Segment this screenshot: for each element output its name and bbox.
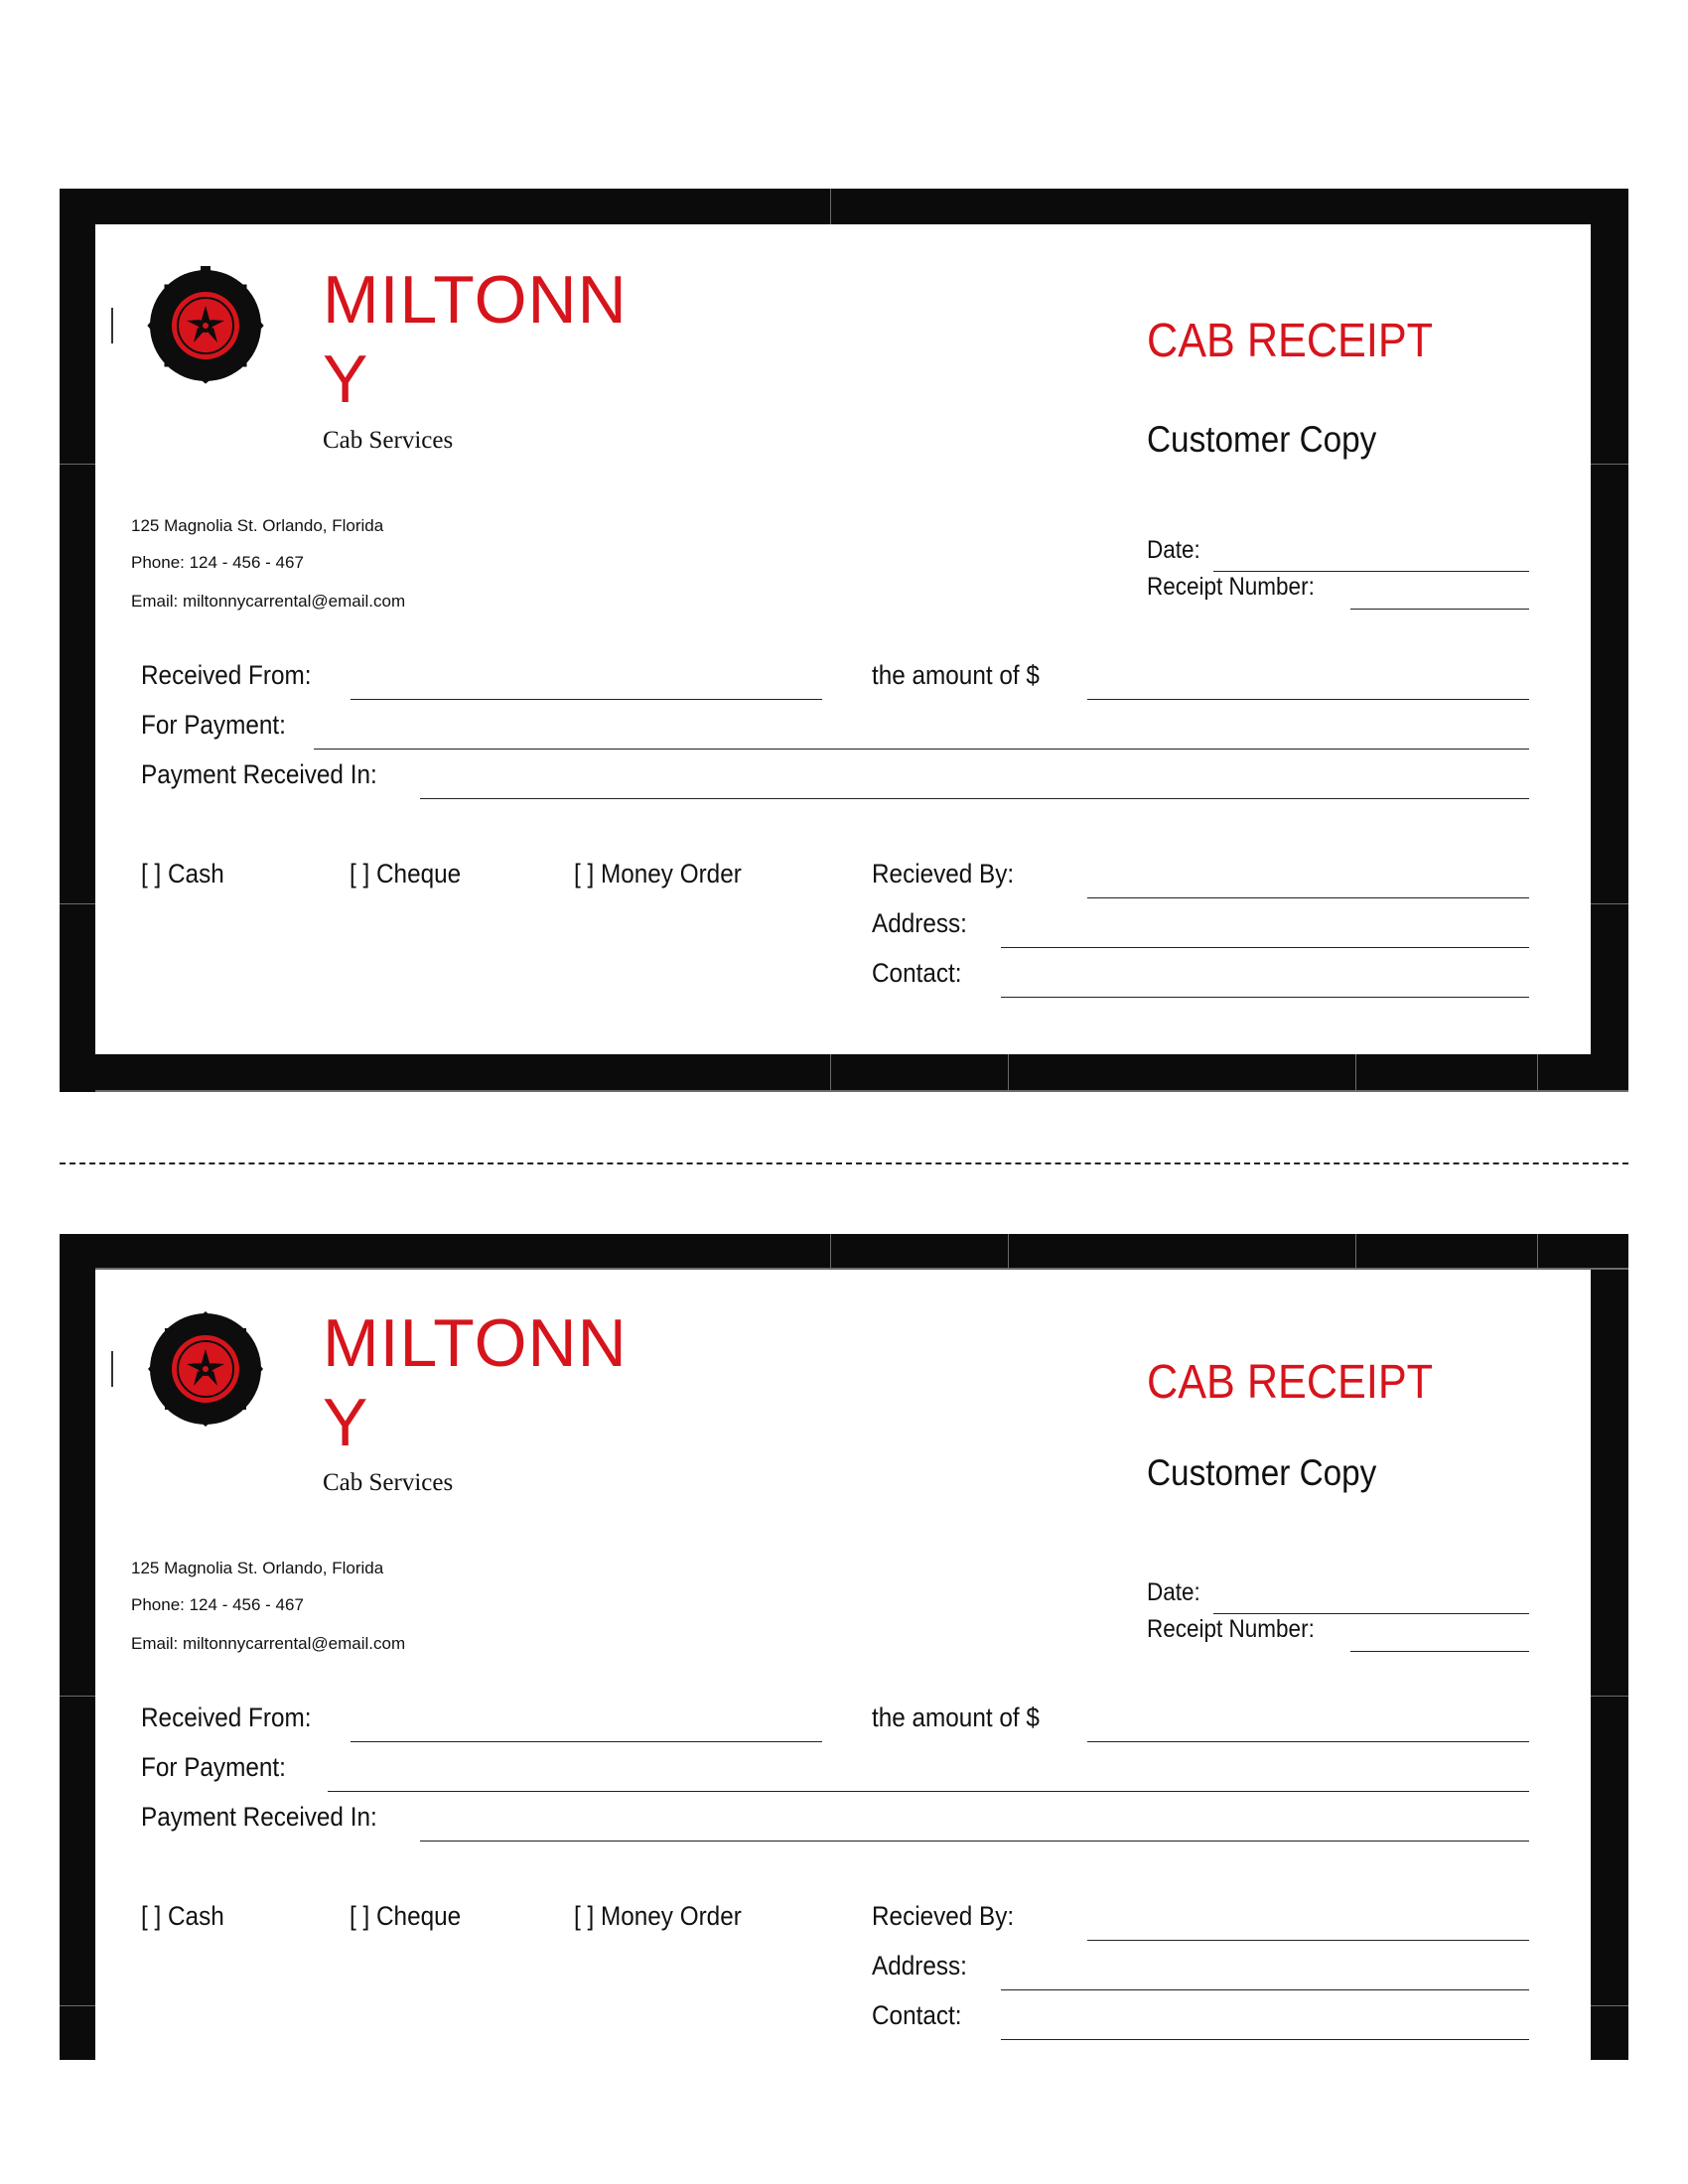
copy-label: Customer Copy [1147, 419, 1377, 460]
payment-received-in-field[interactable] [420, 798, 1529, 799]
cheque-checkbox[interactable]: [ ] Cheque [350, 1901, 462, 1931]
receipt-title: CAB RECEIPT [1147, 1356, 1434, 1409]
date-label: Date: [1147, 536, 1200, 564]
company-address: 125 Magnolia St. Orlando, Florida [131, 1559, 384, 1577]
received-from-label: Received From: [141, 1703, 312, 1732]
company-address: 125 Magnolia St. Orlando, Florida [131, 516, 384, 535]
received-from-field[interactable] [351, 1741, 822, 1742]
company-phone: Phone: 124 - 456 - 467 [131, 553, 304, 572]
money-order-checkbox[interactable]: [ ] Money Order [574, 1901, 742, 1931]
received-from-field[interactable] [351, 699, 822, 700]
amount-label: the amount of $ [872, 660, 1040, 690]
received-by-field[interactable] [1087, 1940, 1529, 1941]
cursor-mark [111, 308, 113, 343]
amount-field[interactable] [1087, 1741, 1529, 1742]
received-by-label: Recieved By: [872, 859, 1015, 888]
for-payment-label: For Payment: [141, 1752, 286, 1782]
contact-label: Contact: [872, 958, 962, 988]
payment-received-in-label: Payment Received In: [141, 1802, 377, 1832]
cash-checkbox[interactable]: [ ] Cash [141, 859, 224, 888]
company-name: MILTONNY [323, 1305, 628, 1460]
tire-wheel-icon [143, 1309, 268, 1429]
cut-line [60, 1162, 1628, 1164]
for-payment-field[interactable] [314, 749, 1529, 750]
address-label: Address: [872, 908, 967, 938]
cheque-checkbox[interactable]: [ ] Cheque [350, 859, 462, 888]
amount-label: the amount of $ [872, 1703, 1040, 1732]
contact-label: Contact: [872, 2000, 962, 2030]
address-field[interactable] [1001, 1989, 1529, 1990]
company-name: MILTONNY [323, 262, 628, 417]
company-tagline: Cab Services [323, 1469, 454, 1496]
date-field[interactable] [1213, 1613, 1529, 1614]
contact-field[interactable] [1001, 2039, 1529, 2040]
address-label: Address: [872, 1951, 967, 1980]
amount-field[interactable] [1087, 699, 1529, 700]
for-payment-field[interactable] [328, 1791, 1529, 1792]
payment-received-in-label: Payment Received In: [141, 759, 377, 789]
receipt-number-label: Receipt Number: [1147, 1615, 1315, 1643]
company-email: Email: miltonnycarrental@email.com [131, 592, 406, 611]
for-payment-label: For Payment: [141, 710, 286, 740]
cash-checkbox[interactable]: [ ] Cash [141, 1901, 224, 1931]
tire-wheel-icon [143, 266, 268, 385]
receipt-number-field[interactable] [1350, 609, 1529, 610]
date-field[interactable] [1213, 571, 1529, 572]
date-label: Date: [1147, 1578, 1200, 1606]
received-by-label: Recieved By: [872, 1901, 1015, 1931]
receipt-number-label: Receipt Number: [1147, 573, 1315, 601]
company-phone: Phone: 124 - 456 - 467 [131, 1595, 304, 1614]
cursor-mark [111, 1351, 113, 1387]
receipt-number-field[interactable] [1350, 1651, 1529, 1652]
company-tagline: Cab Services [323, 427, 454, 454]
company-email: Email: miltonnycarrental@email.com [131, 1634, 406, 1653]
money-order-checkbox[interactable]: [ ] Money Order [574, 859, 742, 888]
copy-label: Customer Copy [1147, 1452, 1377, 1493]
receipt-customer-copy-top [60, 189, 1628, 1092]
received-by-field[interactable] [1087, 897, 1529, 898]
address-field[interactable] [1001, 947, 1529, 948]
contact-field[interactable] [1001, 997, 1529, 998]
receipt-title: CAB RECEIPT [1147, 315, 1434, 367]
received-from-label: Received From: [141, 660, 312, 690]
payment-received-in-field[interactable] [420, 1841, 1529, 1842]
receipt-customer-copy-bottom [60, 1234, 1628, 2060]
